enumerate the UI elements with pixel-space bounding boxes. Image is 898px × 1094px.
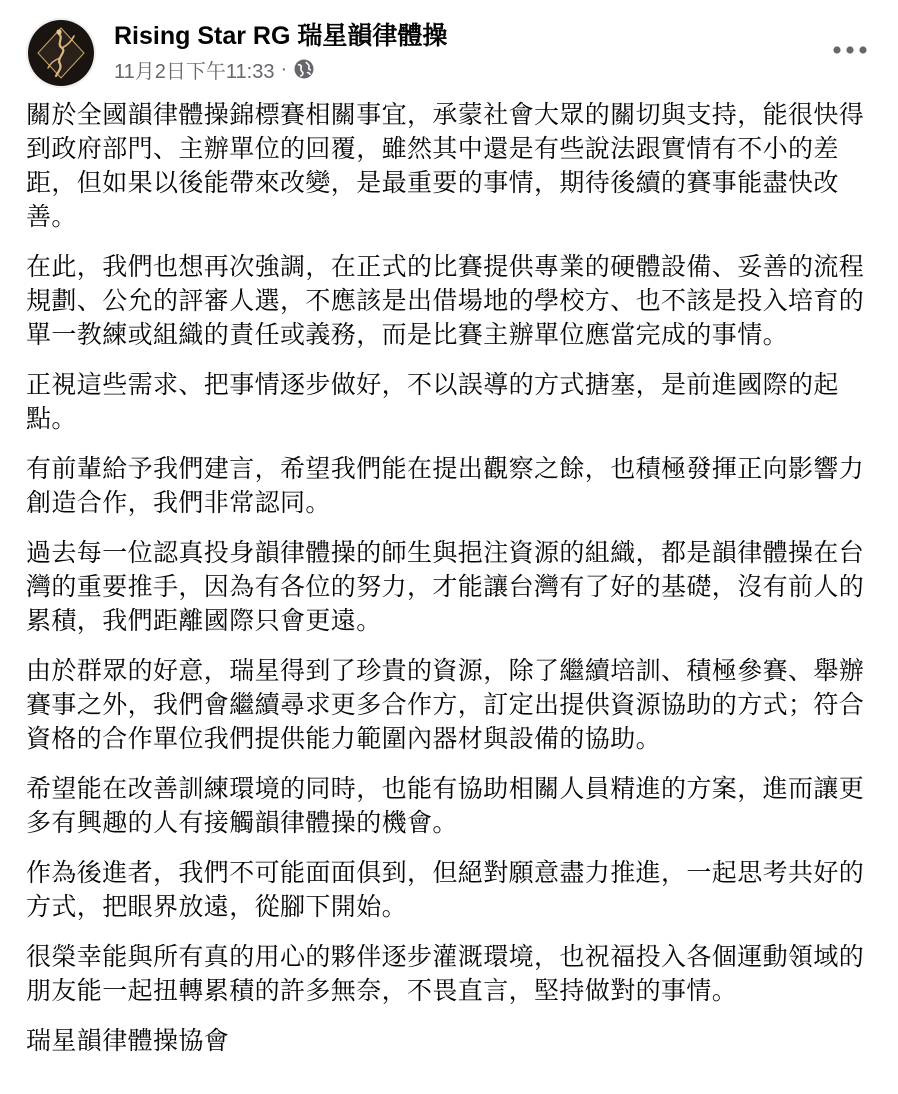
post-timestamp[interactable]: 11月2日下午11:33 [114,60,275,83]
post-header [26,18,872,90]
rising-star-logo [26,18,96,88]
post-paragraph: 作為後進者，我們不可能面面俱到，但絕對願意盡力推進，一起思考共好的方式，把眼界放遠，從腳下開始。 [26,858,865,921]
page-avatar[interactable] [26,18,96,88]
globe-icon[interactable] [293,58,315,80]
post-paragraph: 有前輩給予我們建言，希望我們能在提出觀察之餘，也積極發揮正向影響力創造合作，我們非常認同。 [26,454,865,517]
more-options-button[interactable] [828,32,872,68]
post-paragraph: 過去每一位認真投身韻律體操的師生與挹注資源的組織，都是韻律體操在台灣的重要推手，因為有各位的努力，才能讓台灣有了好的基礎，沒有前人的累積，我們距離國際只會更遠。 [26,538,865,635]
meta-separator: · [280,57,288,80]
more-options-icon [832,45,868,55]
post-meta [114,56,315,82]
post-paragraph: 在此，我們也想再次強調，在正式的比賽提供專業的硬體設備、妥善的流程規劃、公允的評審人選，不應該是出借場地的學校方、也不該是投入培育的單一教練或組織的責任或義務，而是比賽主辦單位應當完成的事情。 [26,252,865,349]
post-paragraph: 希望能在改善訓練環境的同時，也能有協助相關人員精進的方案，進而讓更多有興趣的人有接觸韻律體操的機會。 [26,774,865,837]
post-body [26,98,876,1058]
page-name[interactable]: Rising Star RG 瑞星韻律體操 [114,22,448,50]
post-signature: 瑞星韻律體操協會 [26,1026,230,1055]
post-paragraph: 正視這些需求、把事情逐步做好，不以誤導的方式搪塞，是前進國際的起點。 [26,370,839,433]
post-paragraph: 很榮幸能與所有真的用心的夥伴逐步灌溉環境，也祝福投入各個運動領域的朋友能一起扭轉累積的許多無奈，不畏直言，堅持做對的事情。 [26,942,865,1005]
post-paragraph: 由於群眾的好意，瑞星得到了珍貴的資源，除了繼續培訓、積極參賽、舉辦賽事之外，我們會繼續尋求更多合作方，訂定出提供資源協助的方式；符合資格的合作單位我們提供能力範圍內器材與設備的協助。 [26,656,865,753]
post-paragraph: 關於全國韻律體操錦標賽相關事宜，承蒙社會大眾的關切與支持，能很快得到政府部門、主辦單位的回覆，雖然其中還是有些說法跟實情有不小的差距，但如果以後能帶來改變，是最重要的事情，期待後續的賽事能盡快改善。 [26,100,865,231]
